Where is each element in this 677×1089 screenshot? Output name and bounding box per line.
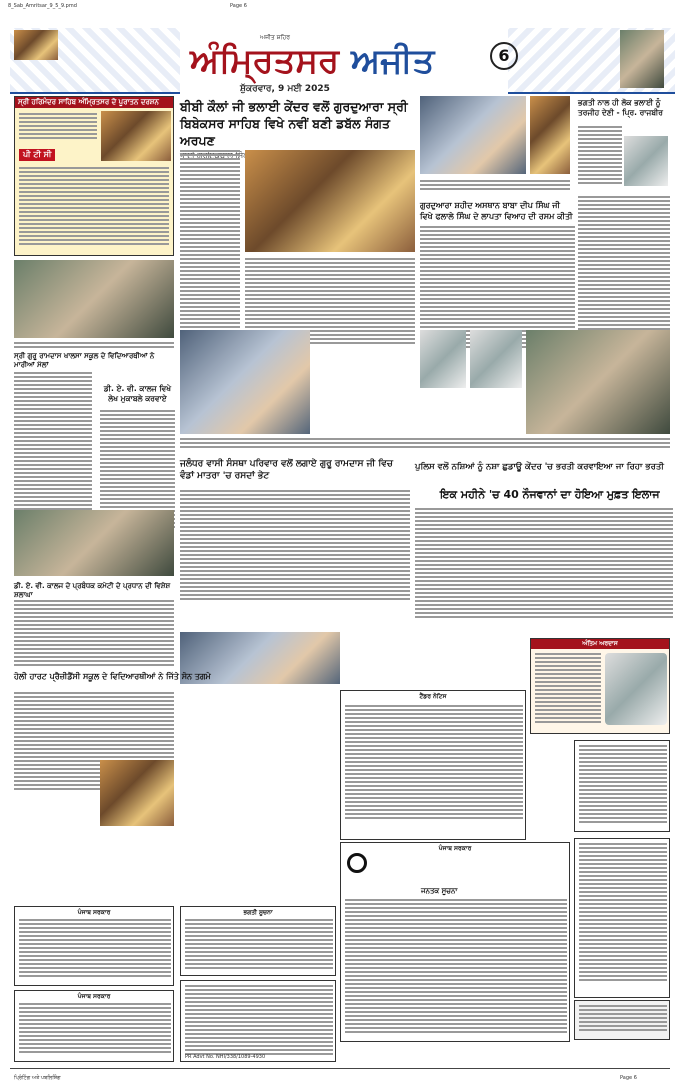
bottom-left-notice-1 bbox=[14, 906, 174, 986]
tender-notice-1 bbox=[340, 690, 526, 840]
footer-left: ਪ੍ਰਿੰਟਿੰਗ ਅਤੇ ਪਬਲਿਸ਼ਿੰਗ bbox=[14, 1075, 61, 1081]
dav-headline: ਡੀ. ਏ. ਵੀ. ਕਾਲਜ ਵਿਖੇ ਲੇਖ ਮੁਕਾਬਲੇ ਕਰਵਾਏ bbox=[103, 384, 172, 403]
main-headline-line-2: ਬਿਬੇਕਸਰ ਸਾਹਿਬ ਵਿਖੇ ਨਵੀਂ ਬਣੀ ਡਬੱਲ ਸੰਗਤ ਅਰਪਣ bbox=[180, 116, 391, 148]
footer-page: Page 6 bbox=[620, 1075, 637, 1081]
main-subhead: ਸਿੰਘ bbox=[235, 151, 250, 160]
page-number: 6 bbox=[490, 42, 518, 70]
footer-rule bbox=[10, 1068, 670, 1069]
tender-title: ਟੈਂਡਰ ਨੋਟਿਸ bbox=[419, 693, 447, 700]
right-lower-notice-2 bbox=[574, 838, 670, 998]
punjab-govt-title-3: ਪੰਜਾਬ ਸਰਕਾਰ bbox=[77, 993, 111, 1000]
side-portrait bbox=[624, 136, 668, 186]
side-column-text bbox=[578, 126, 622, 186]
jalandhar-photo bbox=[180, 330, 310, 434]
guru-ram-das-headline: ਸ੍ਰੀ ਗੁਰੂ ਰਾਮਦਾਸ ਖਾਲਸਾ ਸਕੂਲ ਦੇ ਵਿਦਿਆਰਥੀਆਂ ਨੇ ਮਾਰੀਆਂ ਮੱਲਾਂ bbox=[14, 352, 155, 369]
public-notice-text bbox=[345, 899, 567, 1035]
obituary-ad bbox=[530, 638, 670, 734]
left-ad-title: ਸ੍ਰੀ ਹਰਿਮੰਦਰ ਸਾਹਿਬ ਅੰਮ੍ਰਿਤਸਰ ਦੇ ਪੂਰਾਤਨ ਦਰਸ਼ਨ bbox=[15, 97, 173, 108]
right-lower-text-2 bbox=[579, 843, 667, 983]
left-ad-badge: ਪੀ ਟੀ ਸੀ bbox=[19, 149, 55, 161]
police-photo-1 bbox=[420, 330, 466, 388]
bhagti-text bbox=[185, 919, 333, 971]
tender-text bbox=[345, 705, 523, 821]
jalandhar-body bbox=[180, 490, 410, 602]
ad-code: PR Advt No. NHI/338/1089-4930 bbox=[185, 1054, 266, 1060]
punjab-govt-notice bbox=[340, 842, 570, 1042]
side-column-text-2 bbox=[578, 196, 670, 332]
issue-date: ਸ਼ੁੱਕਰਵਾਰ, 9 ਮਈ 2025 bbox=[240, 84, 330, 94]
cooperative-text bbox=[185, 985, 333, 1057]
right-lower-notice-1 bbox=[574, 740, 670, 832]
dav-college-headline: ਡੀ. ਏ. ਵੀ. ਕਾਲਜ ਦੇ ਪ੍ਰਬੰਧਕ ਕਮੇਟੀ ਦੇ ਪ੍ਰਧਾਨ ਦੀ ਵਿਸ਼ੇਸ਼ ਸ਼ਲਾਘਾ bbox=[14, 582, 171, 599]
newspaper-logo bbox=[190, 38, 434, 84]
masthead bbox=[10, 34, 675, 94]
holy-heart-students-photo bbox=[100, 760, 174, 826]
bottom-left-notice-2 bbox=[14, 990, 174, 1062]
punjab-govt-title: ਪੰਜਾਬ ਸਰਕਾਰ bbox=[438, 845, 472, 852]
main-headline-line-1: ਬੀਬੀ ਕੌਲਾਂ ਜੀ ਭਲਾਈ ਕੇਂਦਰ ਵਲੋਂ ਗੁਰਦੁਆਰਾ ਸ੍ਰੀ bbox=[180, 99, 408, 114]
punjab-govt-emblem bbox=[347, 853, 367, 873]
main-story-photo bbox=[245, 150, 415, 252]
side-headline: ਭਗਤੀ ਨਾਲ ਹੀ ਲੋਕ ਭਲਾਈ ਨੂੰ ਤਰਜੀਹ ਦੇਣੀ - ਪ੍ਰਿ. ਰਾਜਬੀਰ bbox=[578, 98, 663, 117]
bottom-left-text-1 bbox=[19, 919, 171, 979]
dav-college-photo bbox=[14, 510, 174, 576]
right-top-caption bbox=[420, 180, 570, 192]
right-top-photo-2 bbox=[530, 96, 570, 174]
right-top-photo-1 bbox=[420, 96, 526, 174]
rehab-center-photo bbox=[526, 330, 670, 434]
print-line bbox=[574, 1000, 670, 1040]
bhagti-title: ਭਗਤੀ ਸੂਚਨਾ bbox=[243, 909, 273, 916]
jalandhar-headline: ਜਲੰਧਰ ਵਾਸੀ ਸੰਸਥਾ ਪਰਿਵਾਰ ਵਲੋਂ ਲਗਾਏ ਗੁਰੂ ਰਾਮਦਾਸ ਜੀ ਵਿਚ ਵੰਡਾਂ ਮਾਤਰਾ 'ਚ ਰਸਦਾਂ ਭੇਟ bbox=[180, 459, 393, 481]
city-label: ਅਜੀਤ ਸ਼ਹਿਰ bbox=[260, 34, 290, 41]
police-headline: ਪੁਲਿਸ ਵਲੋਂ ਨਸ਼ਿਆਂ ਨੂੰ ਨਸ਼ਾ ਛੁਡਾਊ ਕੇਂਦਰ 'ਚ ਭਰਤੀ ਕਰਵਾਇਆ ਜਾ ਰਿਹਾ ਭਰਤੀ bbox=[415, 462, 664, 472]
school-group-photo bbox=[14, 260, 174, 338]
holy-heart-headline: ਹੋਲੀ ਹਾਰਟ ਪ੍ਰੈਜ਼ੀਡੈਂਸੀ ਸਕੂਲ ਦੇ ਵਿਦਿਆਰਥੀਆਂ ਨੇ ਜਿੱਤੇ ਸੋਨ ਤਗਮੇ bbox=[14, 672, 211, 681]
print-line-text bbox=[579, 1005, 667, 1033]
left-ad-box bbox=[14, 96, 174, 256]
logo-part-1: ਅੰਮ੍ਰਿਤਸਰ bbox=[190, 41, 340, 81]
guru-ram-das-body bbox=[14, 372, 92, 520]
left-ad-table bbox=[19, 167, 169, 247]
school-photo-caption bbox=[14, 342, 174, 350]
obituary-portrait bbox=[605, 653, 667, 725]
obituary-title: ਅੰਤਿਮ ਅਰਦਾਸ bbox=[531, 639, 669, 649]
public-notice-title: ਜਨਤਕ ਸੂਚਨਾ bbox=[421, 887, 458, 895]
bottom-left-text-2 bbox=[19, 1003, 171, 1055]
police-photo-2 bbox=[470, 330, 522, 388]
punjab-govt-title-2: ਪੰਜਾਬ ਸਰਕਾਰ bbox=[77, 909, 111, 916]
cooperative-notice bbox=[180, 980, 336, 1062]
page-label: Page 6 bbox=[230, 3, 247, 9]
left-ad-text bbox=[19, 113, 97, 141]
left-ad-photo bbox=[101, 111, 171, 161]
logo-part-2: ਅਜੀਤ bbox=[350, 41, 435, 81]
dav-college-body bbox=[14, 600, 174, 668]
middle-captions bbox=[180, 438, 670, 450]
file-label: 8_Sab_Amritsar_9_5_9.pmd bbox=[8, 3, 77, 9]
one-month-headline: ਇਕ ਮਹੀਨੇ 'ਚ 40 ਨੌਜਵਾਨਾਂ ਦਾ ਹੋਇਆ ਮੁਫ਼ਤ ਇਲਾਜ bbox=[440, 488, 660, 501]
bhagti-notice bbox=[180, 906, 336, 976]
right-story-headline: ਗੁਰਦੁਆਰਾ ਸ਼ਹੀਦ ਅਸਥਾਨ ਬਾਬਾ ਦੀਪ ਸਿੰਘ ਜੀ ਵਿਖੇ ਫਲਾਲੇ ਸਿੰਘ ਦੇ ਲਾਪਤਾ ਵਿਆਹ ਦੀ ਰਸਮ ਕੀਤੀ bbox=[420, 201, 573, 221]
police-body bbox=[415, 508, 673, 620]
obituary-text bbox=[535, 653, 601, 725]
right-lower-text-1 bbox=[579, 745, 667, 825]
